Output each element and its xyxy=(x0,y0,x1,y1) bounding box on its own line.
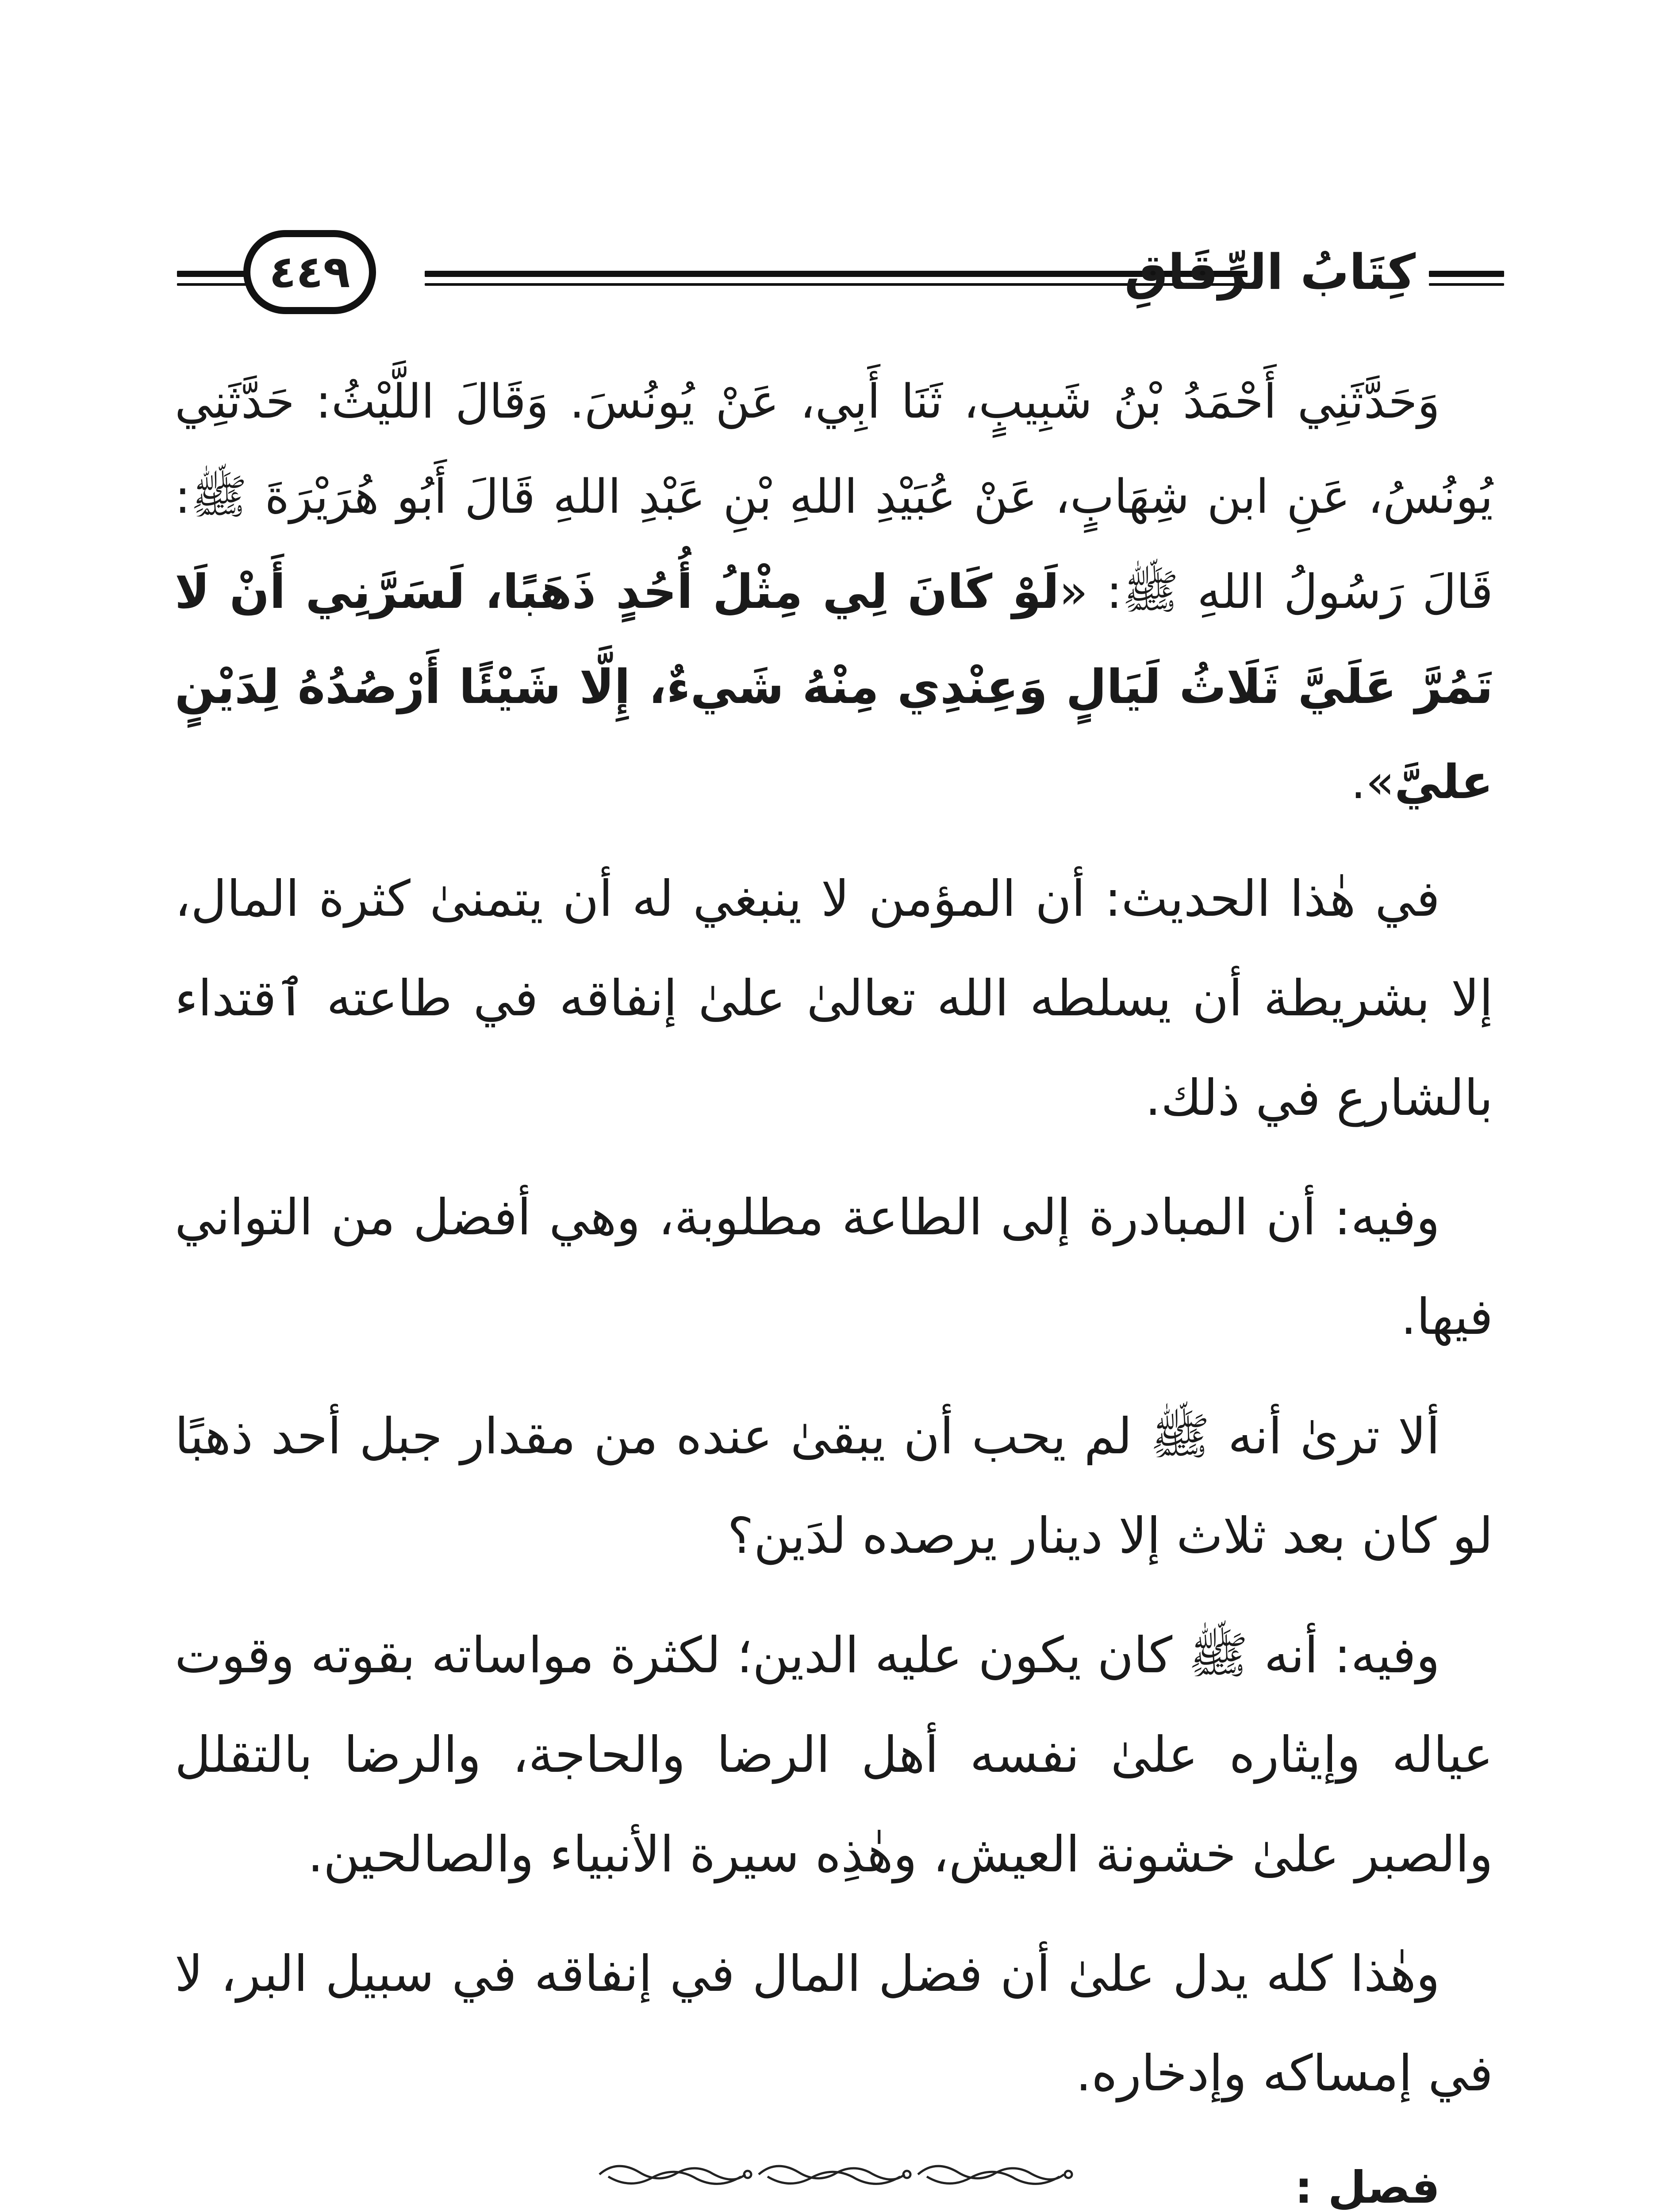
hadith-paragraph xyxy=(175,354,1493,830)
hadith-end: ». xyxy=(1351,755,1395,809)
commentary-paragraph-3: ألا ترىٰ أنه ﷺ لم يحب أن يبقىٰ عنده من مقدار جبل أحد ذهبًا لو كان بعد ثلاث إلا دينار يرصده لدَين؟ xyxy=(175,1408,1493,1565)
hadith-isnad: وَحَدَّثَنِي أَحْمَدُ بْنُ شَبِيبٍ، ثَنَا أَبِي، عَنْ يُونُسَ. وَقَالَ اللَّيْثُ: حَدَّثَنِي يُونُسُ، عَنِ ابن شِهَابٍ، عَنْ عُبَيْدِ اللهِ بْنِ عَبْدِ اللهِ قَالَ أَبُو هُرَيْرَةَ ﷺ: قَالَ رَسُولُ اللهِ ﷺ: « xyxy=(175,374,1493,619)
commentary-paragraph-4: وفيه: أنه ﷺ كان يكون عليه الدين؛ لكثرة مواساته بقوته وقوت عياله وإيثاره علىٰ نفسه أهل الرضا والحاجة، والرضا بالتقلل والصبر علىٰ خشونة العيش، وهٰذِه سيرة الأنبياء والصالحين. xyxy=(175,1627,1493,1883)
ornament-divider xyxy=(591,2154,1077,2194)
commentary-paragraph-2: وفيه: أن المبادرة إلى الطاعة مطلوبة، وهي أفضل من التواني فيها. xyxy=(175,1189,1493,1346)
commentary-paragraph-5: وهٰذا كله يدل علىٰ أن فضل المال في إنفاقه في سبيل البر، لا في إمساكه وإدخاره. xyxy=(175,1945,1493,2102)
page-content xyxy=(175,354,1493,2212)
page-number-badge xyxy=(243,230,376,314)
page-header xyxy=(177,230,1495,323)
book-title: كِتَابُ الرِّقَاقِ xyxy=(1124,244,1416,300)
header-rule-far-right-thin xyxy=(1429,283,1504,286)
header-rule-left xyxy=(177,271,252,277)
section-heading: فصل : xyxy=(1294,2162,1440,2212)
commentary-paragraph-1: في هٰذا الحديث: أن المؤمن لا ينبغي له أن يتمنىٰ كثرة المال، إلا بشريطة أن يسلطه الله تعالىٰ علىٰ إنفاقه في طاعته ٱقتداء بالشارع في ذلك. xyxy=(175,870,1493,1127)
page-number: ٤٤٩ xyxy=(269,246,350,298)
header-rule-far-right xyxy=(1429,271,1504,277)
hadith-matn: لَوْ كَانَ لِي مِثْلُ أُحُدٍ ذَهَبًا، لَسَرَّنِي أَنْ لَا تَمُرَّ عَلَيَّ ثَلَاثُ لَيَالٍ وَعِنْدِي مِنْهُ شَيءٌ، إِلَّا شَيْئًا أَرْصُدُهُ لِدَيْنٍ عليَّ xyxy=(175,565,1493,809)
header-rule-left-thin xyxy=(177,283,252,286)
